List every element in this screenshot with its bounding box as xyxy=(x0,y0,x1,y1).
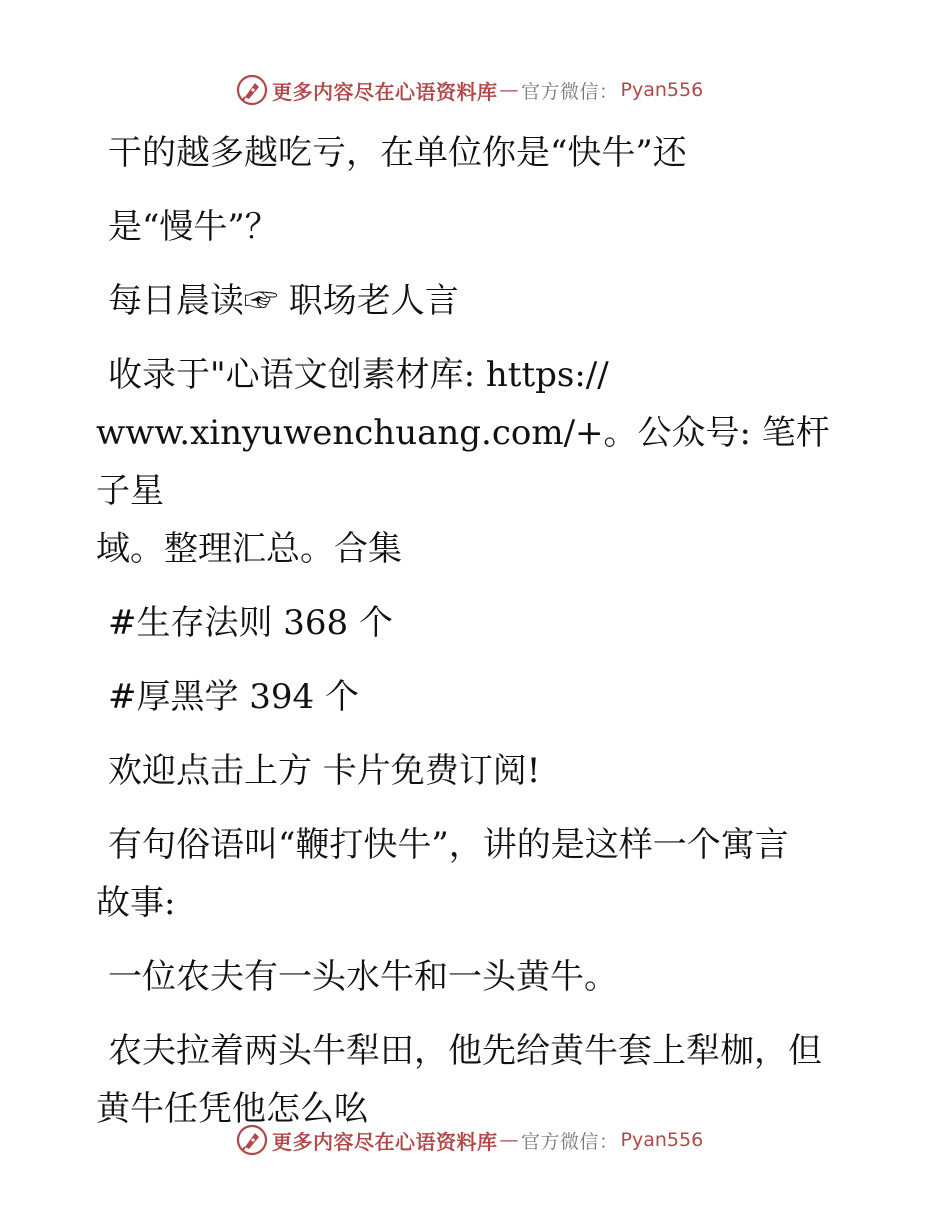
article-title-line-2: 是“慢牛”？ xyxy=(108,207,279,247)
tag-thick-black: #厚黑学 394 个 xyxy=(108,677,359,717)
tag-survival-rules: #生存法则 368 个 xyxy=(108,603,393,643)
pen-nib-logo-icon xyxy=(236,74,268,106)
subscribe-line: 欢迎点击上方 卡片免费订阅! xyxy=(108,751,541,791)
header-brand-text: 更多内容尽在心语资料库 xyxy=(272,79,498,104)
pen-nib-logo-icon xyxy=(236,1124,268,1156)
header-wechat-id: Pyan556 xyxy=(620,79,704,101)
header-separator: — xyxy=(499,79,519,101)
header-banner xyxy=(236,72,703,108)
article-title-line-1: 干的越多越吃亏，在单位你是“快牛”还 xyxy=(108,133,687,173)
footer-wechat-label: 官方微信： xyxy=(521,1130,619,1153)
source-line-1: 收录于"心语文创素材库: https:// xyxy=(108,355,609,395)
header-wechat-label: 官方微信： xyxy=(521,80,619,103)
source-line-2: www.xinyuwenchuang.com/+。公众号: 笔杆子星 xyxy=(96,413,830,511)
document-body xyxy=(96,124,836,1138)
footer-separator: — xyxy=(499,1129,519,1151)
paragraph-2: 一位农夫有一头水牛和一头黄牛。 xyxy=(108,957,618,997)
footer-brand-text: 更多内容尽在心语资料库 xyxy=(272,1129,498,1154)
paragraph-1-line-1: 有句俗语叫“鞭打快牛”，讲的是这样一个寓言 xyxy=(108,825,789,865)
source-line-3: 域。整理汇总。合集 xyxy=(96,529,402,569)
footer-banner xyxy=(236,1122,703,1158)
paragraph-3-line-2: 黄牛任凭他怎么吆 xyxy=(96,1089,368,1129)
series-line: 每日晨读☞ 职场老人言 xyxy=(108,281,459,321)
footer-wechat-id: Pyan556 xyxy=(620,1129,704,1151)
paragraph-3-line-1: 农夫拉着两头牛犁田，他先给黄牛套上犁枷，但 xyxy=(108,1031,822,1071)
paragraph-1-line-2: 故事: xyxy=(96,883,176,923)
